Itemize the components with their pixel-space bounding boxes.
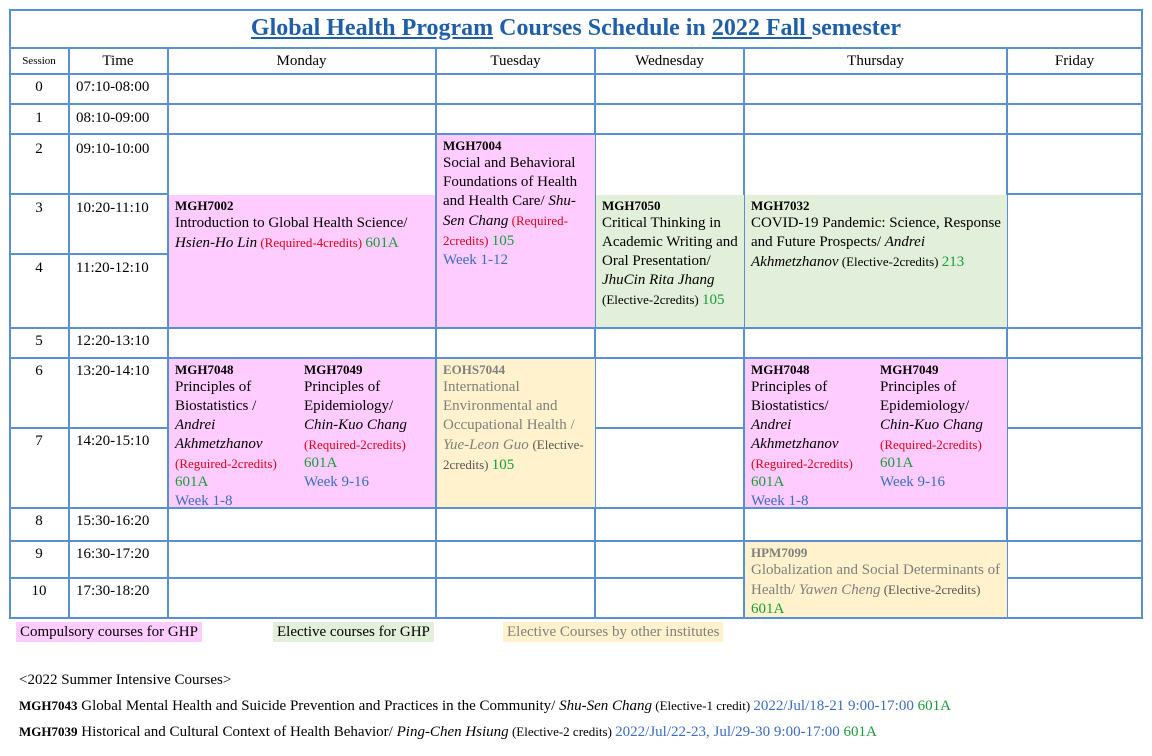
- course-mgh7002[interactable]: MGH7002 Introduction to Global Health Science/ Hsien-Ho Lin (Required-4credits) 601A: [169, 195, 435, 327]
- time-slot: 08:10-09:00: [76, 110, 150, 126]
- time-slot: 11:20-12:10: [76, 260, 149, 276]
- header-friday: Friday: [1054, 53, 1095, 69]
- course-mgh7049-monday[interactable]: MGH7049 Principles of Epidemiology/ Chin-Kuo Chang (Required-2credits) 601A Week 9-16: [298, 359, 435, 507]
- course-mgh7049-thursday[interactable]: MGH7049 Principles of Epidemiology/ Chin-Kuo Chang (Required-2credits) 601A Week 9-16: [874, 359, 1007, 507]
- session-number: 5: [35, 333, 43, 349]
- session-number: 4: [35, 260, 43, 276]
- legend-elective: Elective courses for GHP: [273, 622, 434, 642]
- legend-other-institutes: Elective Courses by other institutes: [503, 622, 723, 642]
- header-time: Time: [102, 53, 134, 69]
- header-wednesday: Wednesday: [635, 53, 704, 69]
- session-number: 9: [35, 546, 43, 562]
- session-number: 10: [31, 583, 47, 599]
- time-slot: 10:20-11:10: [76, 200, 149, 216]
- session-number: 6: [35, 363, 43, 379]
- course-mgh7050[interactable]: MGH7050 Critical Thinking in Academic Writing and Oral Presentation/ JhuCin Rita Jhang (Elective-2credits) 105: [596, 195, 744, 327]
- time-slot: 07:10-08:00: [76, 79, 150, 95]
- time-slot: 09:10-10:00: [76, 141, 150, 157]
- title-year-link[interactable]: 2022 Fall: [711, 15, 812, 41]
- course-mgh7004[interactable]: MGH7004 Social and Behavioral Foundations of Health and Health Care/ Shu-Sen Chang (Required-2credits) 105 Week 1-12: [437, 135, 595, 327]
- page-title: Global Health Program Courses Schedule in 2022 Fall semester: [250, 15, 902, 41]
- header-tuesday: Tuesday: [490, 53, 541, 69]
- session-number: 7: [35, 433, 43, 449]
- session-number: 3: [35, 200, 43, 216]
- course-hpm7099[interactable]: HPM7099 Globalization and Social Determinants of Health/ Yawen Cheng (Elective-2credits) 601A: [745, 542, 1007, 617]
- course-mgh7048-monday[interactable]: MGH7048 Principles of Biostatistics / Andrei Akhmetzhanov (Reguired-2credits) 601A Week 1-8: [169, 359, 298, 507]
- time-slot: 16:30-17:20: [76, 546, 150, 562]
- legend-required: Compulsory courses for GHP: [16, 622, 202, 642]
- time-slot: 15:30-16:20: [76, 513, 150, 529]
- time-slot: 17:30-18:20: [76, 583, 150, 599]
- course-mgh7048-thursday[interactable]: MGH7048 Principles of Biostatistics/ Andrei Akhmetzhanov (Reguired-2credits) 601A Week 1-8: [745, 359, 874, 507]
- session-number: 0: [35, 79, 43, 95]
- time-slot: 12:20-13:10: [76, 333, 150, 349]
- session-number: 2: [35, 141, 43, 157]
- summer-course-mgh7039[interactable]: MGH7039 Historical and Cultural Context of Health Behavior/ Ping-Chen Hsiung (Elective-2 credits) 2022/Jul/22-23, Jul/29-30 9:00-17:00 601A: [19, 724, 877, 740]
- header-monday: Monday: [276, 53, 327, 69]
- header-thursday: Thursday: [847, 53, 904, 69]
- summer-course-mgh7043[interactable]: MGH7043 Global Mental Health and Suicide Prevention and Practices in the Community/ Shu-Sen Chang (Elective-1 credit) 2022/Jul/18-21 9:00-17:00 601A: [19, 698, 951, 714]
- time-slot: 13:20-14:10: [76, 363, 150, 379]
- summer-heading: <2022 Summer Intensive Courses>: [19, 672, 232, 688]
- time-slot: 14:20-15:10: [76, 433, 150, 449]
- header-session: Session: [22, 55, 56, 67]
- session-number: 8: [35, 513, 43, 529]
- title-program-link[interactable]: Global Health Program: [250, 15, 494, 41]
- course-mgh7032[interactable]: MGH7032 COVID-19 Pandemic: Science, Response and Future Prospects/ Andrei Akhmetzhanov (Elective-2credits) 213: [745, 195, 1007, 327]
- course-eohs7044[interactable]: EOHS7044 International Environmental and Occupational Health / Yue-Leon Guo (Elective-2credits) 105: [437, 359, 595, 507]
- session-number: 1: [35, 110, 43, 126]
